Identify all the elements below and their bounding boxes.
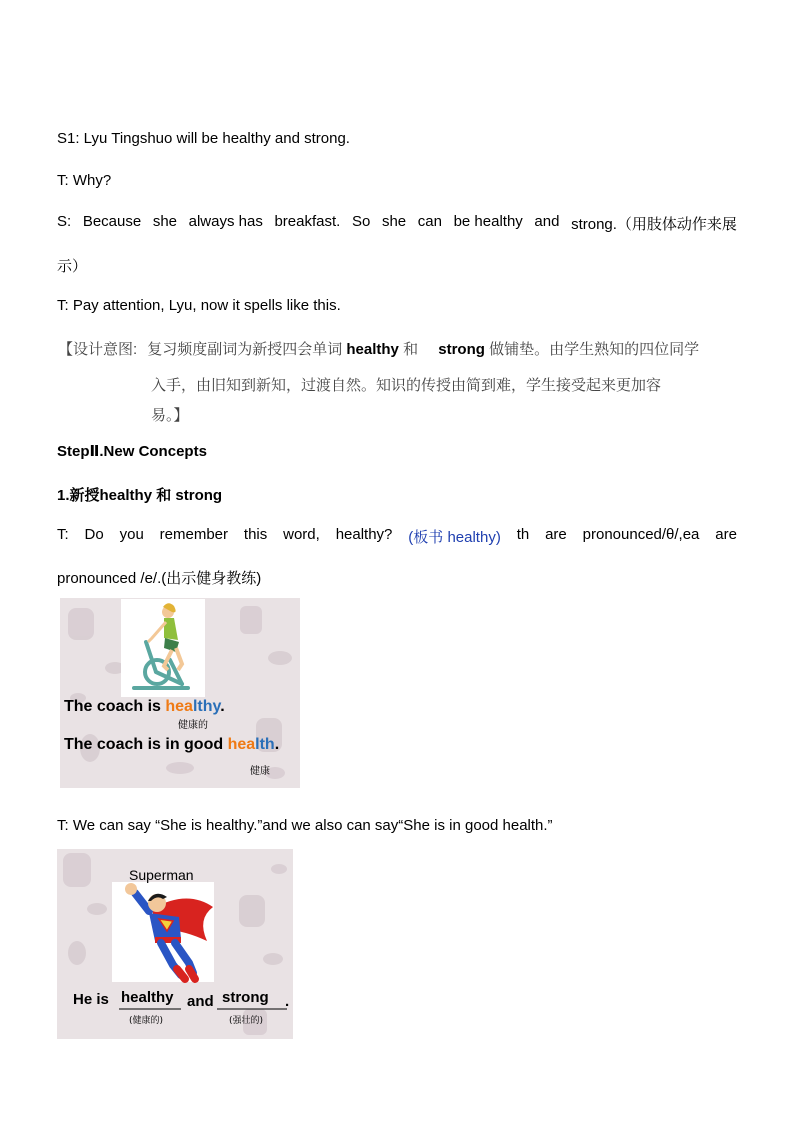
slide-superman-note2: (强壮的): [229, 1016, 264, 1026]
word: healthy?: [335, 526, 393, 543]
slide-coach-rest: lthy: [192, 698, 221, 715]
dialog-s-because-cont: 示）: [57, 258, 88, 275]
design-note-label: 设计意图:: [73, 341, 138, 358]
word: Do: [84, 526, 104, 543]
word: strong.（用肢体动作来展: [571, 216, 737, 233]
slide-superman-blank1: healthy: [121, 989, 174, 1006]
word: are: [715, 526, 737, 543]
design-note-line2: 入手，由旧知到新知，过渡自然。知识的传授由简到难，学生接受起来更加容: [151, 377, 662, 394]
slide-superman-and: and: [187, 993, 214, 1010]
word: remember: [159, 526, 229, 543]
open-bracket: 【: [58, 341, 74, 358]
slide-coach-text: The coach is in good: [64, 736, 228, 753]
design-note-text-b: 做铺垫。由学生熟知的四位同学: [489, 341, 700, 358]
slide-coach-text: The coach is: [64, 698, 166, 715]
slide-coach-line1: [64, 698, 225, 716]
dialog-s-because: [57, 213, 737, 234]
slide-coach-highlight: hea: [227, 736, 256, 753]
sub-heading-word2: strong: [175, 487, 223, 504]
slide-coach-illustration: [60, 598, 300, 788]
slide-superman-note1: (健康的): [129, 1016, 164, 1026]
word: be healthy: [453, 213, 523, 230]
design-note-text: 复习频度副词为新授四会单词: [147, 341, 343, 358]
word: Because: [82, 213, 142, 230]
sub-heading: [57, 484, 222, 505]
keyword-healthy: healthy: [346, 341, 399, 358]
word: th: [516, 526, 530, 543]
word: breakfast.: [274, 213, 341, 230]
he-text: 和: [403, 341, 419, 358]
dialog-t-remember: [57, 526, 737, 547]
slide-coach-image: [60, 598, 300, 788]
word: T:: [57, 526, 69, 543]
slide-coach-period: .: [274, 736, 280, 753]
slide-superman-title: Superman: [129, 867, 194, 883]
word: So: [351, 213, 371, 230]
dialog-t-we-can-say: T: We can say “She is healthy.”and we also can say“She is in good health.”: [57, 817, 553, 834]
dialog-t-pay-attention: T: Pay attention, Lyu, now it spells like this.: [57, 297, 341, 314]
slide-coach-note1: 健康的: [178, 720, 208, 731]
word: and: [534, 213, 560, 230]
word: are: [545, 526, 567, 543]
step-heading: StepⅡ.New Concepts: [57, 443, 207, 460]
slide-superman-he-is: He is: [73, 991, 109, 1008]
slide-superman-blank2: strong: [222, 989, 269, 1006]
sub-heading-prefix: 1.新授: [57, 487, 100, 504]
slide-superman-image: [57, 849, 293, 1039]
slide-coach-highlight: hea: [165, 698, 193, 715]
slide-coach-note2: 健康: [250, 766, 270, 777]
slide-coach-rest: lth: [255, 736, 275, 753]
board-note: (板书 healthy): [408, 529, 501, 546]
slide-coach-line2: [64, 736, 279, 754]
slide-superman-period: .: [285, 993, 290, 1010]
word: S:: [57, 213, 72, 230]
word: pronounced/θ/,ea: [582, 526, 700, 543]
word: this: [243, 526, 268, 543]
word: word,: [283, 526, 320, 543]
word: she: [152, 213, 177, 230]
design-note-line3: 易。】: [151, 407, 189, 424]
word: can: [417, 213, 442, 230]
word: she: [381, 213, 407, 230]
design-note-line1: [58, 338, 699, 359]
word: you: [119, 526, 144, 543]
dialog-t-remember-cont: pronounced /e/.(出示健身教练): [57, 570, 262, 587]
sub-heading-word1: healthy: [99, 487, 153, 504]
sub-heading-he: 和: [156, 487, 172, 504]
dialog-t-why: T: Why?: [57, 172, 112, 189]
dialog-s1: S1: Lyu Tingshuo will be healthy and strong.: [57, 130, 350, 147]
word: always has: [188, 213, 263, 230]
keyword-strong: strong: [438, 341, 485, 358]
slide-coach-period: .: [220, 698, 225, 715]
